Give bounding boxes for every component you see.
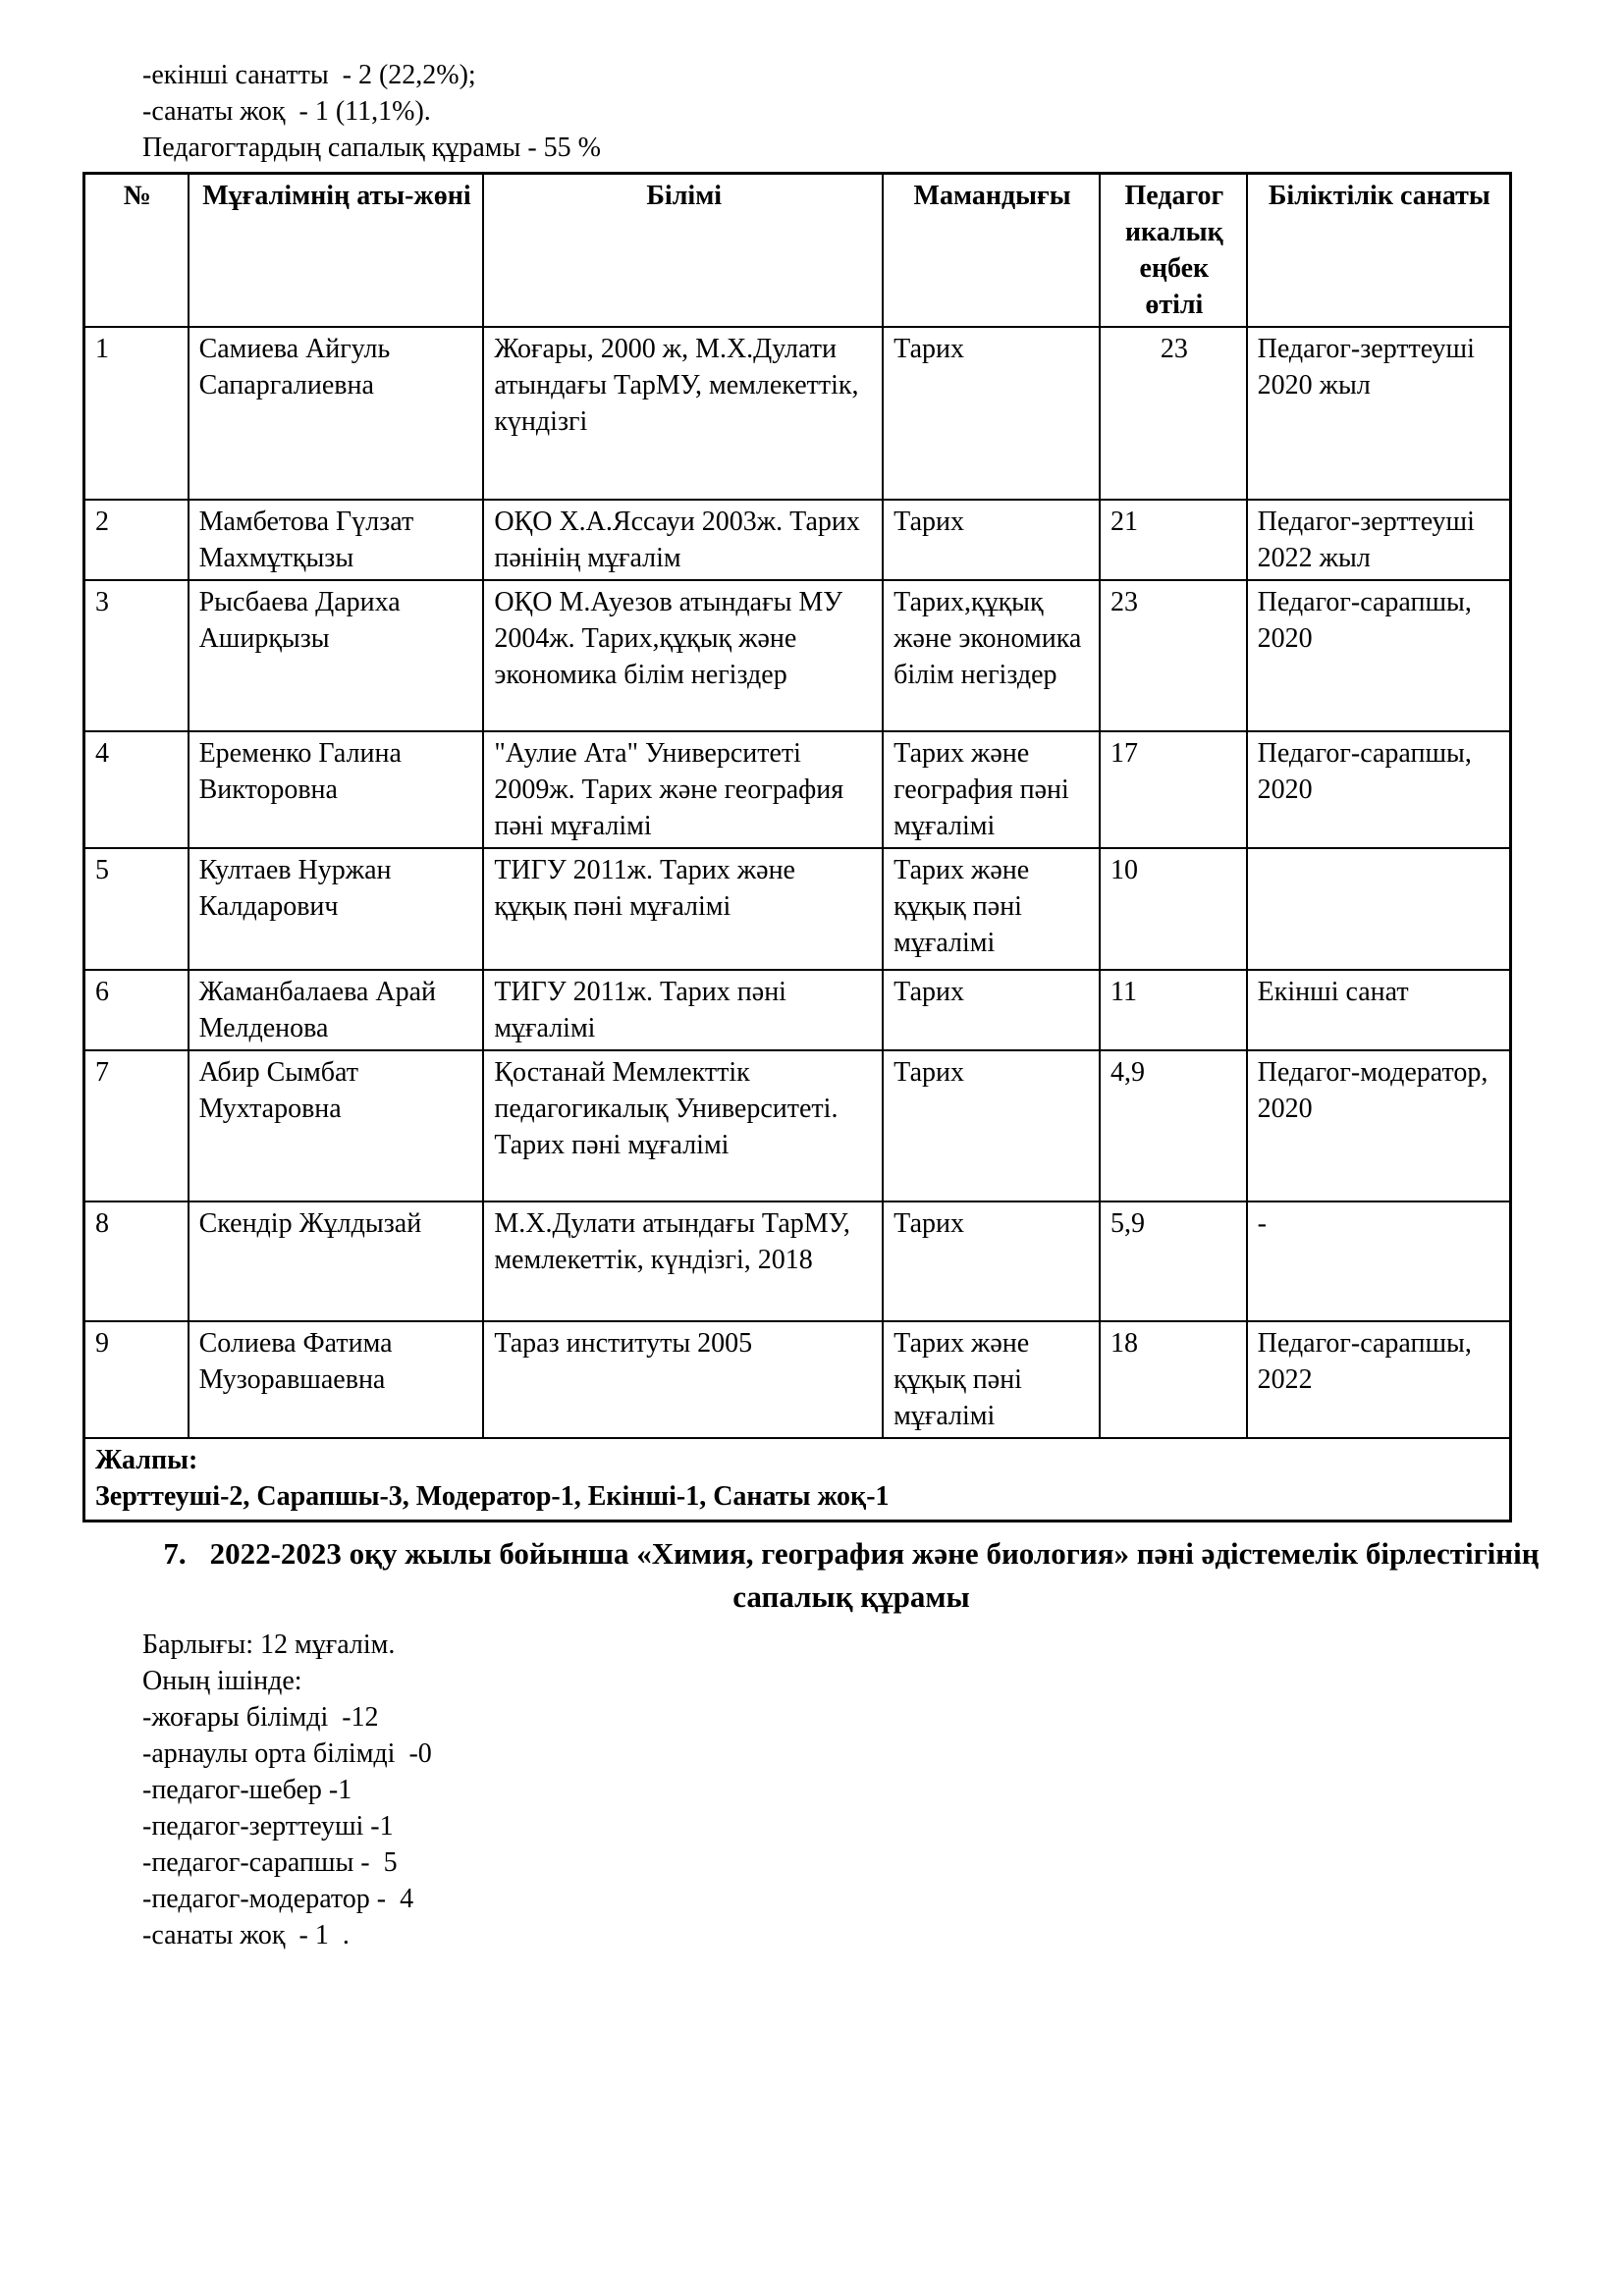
section-heading xyxy=(147,1532,1555,1619)
table-row xyxy=(84,327,1511,500)
teacher-name-cell: Еременко Галина Викторовна xyxy=(189,731,484,848)
totals-block xyxy=(142,1627,1624,1953)
intro-line: Педагогтардың сапалық құрамы - 55 % xyxy=(142,133,601,163)
row-number-cell: 3 xyxy=(84,580,189,731)
specialty-cell: Тарих xyxy=(883,500,1100,580)
table-footer-summary: Зерттеуші-2, Сарапшы-3, Модератор-1, Екінші-1, Санаты жоқ-1 xyxy=(95,1481,890,1512)
header-category: Біліктілік санаты xyxy=(1247,174,1511,328)
header-education: Білімі xyxy=(483,174,883,328)
experience-cell: 17 xyxy=(1100,731,1247,848)
table-row xyxy=(84,1050,1511,1201)
teachers-quality-table xyxy=(82,172,1512,1522)
experience-cell: 10 xyxy=(1100,848,1247,970)
intro-line: -екінші санатты - 2 (22,2%); xyxy=(142,60,476,90)
table-footer-row xyxy=(84,1438,1511,1522)
row-number-cell: 8 xyxy=(84,1201,189,1321)
detail-line: -жоғары білімді -12 xyxy=(142,1702,379,1733)
intro-block xyxy=(142,57,1526,166)
category-cell xyxy=(1247,848,1511,970)
education-cell: ОҚО Х.А.Яссауи 2003ж. Тарих пәнінің мұғалім xyxy=(483,500,883,580)
detail-line: -санаты жоқ - 1 . xyxy=(142,1920,350,1950)
row-number-cell: 7 xyxy=(84,1050,189,1201)
table-row xyxy=(84,1321,1511,1438)
detail-line: -арнаулы орта білімді -0 xyxy=(142,1738,432,1769)
table-row xyxy=(84,848,1511,970)
category-cell: Екінші санат xyxy=(1247,970,1511,1050)
teacher-name-cell: Култаев Нуржан Калдарович xyxy=(189,848,484,970)
section-number: 7. xyxy=(163,1536,187,1571)
total-teachers-line: Барлығы: 12 мұғалім. xyxy=(142,1629,396,1660)
table-row xyxy=(84,970,1511,1050)
specialty-cell: Тарих xyxy=(883,1201,1100,1321)
table-footer-cell xyxy=(84,1438,1511,1522)
specialty-cell: Тарих және құқық пәні мұғалімі xyxy=(883,1321,1100,1438)
specialty-cell: Тарих xyxy=(883,970,1100,1050)
specialty-cell: Тарих және география пәні мұғалімі xyxy=(883,731,1100,848)
table-row xyxy=(84,580,1511,731)
table-row xyxy=(84,500,1511,580)
detail-line: -педагог-шебер -1 xyxy=(142,1775,352,1805)
education-cell: Қостанай Мемлекттік педагогикалық Университеті. Тарих пәні мұғалімі xyxy=(483,1050,883,1201)
experience-cell: 4,9 xyxy=(1100,1050,1247,1201)
education-cell: ТИГУ 2011ж. Тарих пәні мұғалімі xyxy=(483,970,883,1050)
teacher-name-cell: Солиева Фатима Музоравшаевна xyxy=(189,1321,484,1438)
specialty-cell: Тарих xyxy=(883,1050,1100,1201)
detail-line: -педагог-зерттеуші -1 xyxy=(142,1811,394,1842)
education-cell: ТИГУ 2011ж. Тарих және құқық пәні мұғалімі xyxy=(483,848,883,970)
specialty-cell: Тарих xyxy=(883,327,1100,500)
category-cell: Педагог-зерттеуші 2020 жыл xyxy=(1247,327,1511,500)
education-cell: ОҚО М.Ауезов атындағы МУ 2004ж. Тарих,құқық және экономика білім негіздер xyxy=(483,580,883,731)
detail-line: -педагог-сарапшы - 5 xyxy=(142,1847,398,1878)
education-cell: "Аулие Ата" Университеті 2009ж. Тарих және география пәні мұғалімі xyxy=(483,731,883,848)
education-cell: М.Х.Дулати атындағы ТарМУ, мемлекеттік, күндізгі, 2018 xyxy=(483,1201,883,1321)
detail-line: -педагог-модератор - 4 xyxy=(142,1884,414,1914)
category-cell: Педагог-сарапшы, 2020 xyxy=(1247,731,1511,848)
section-title: 2022-2023 оқу жылы бойынша «Химия, география және биология» пәні әдістемелік бірлестігінің сапалық құрамы xyxy=(209,1536,1540,1614)
specialty-cell: Тарих және құқық пәні мұғалімі xyxy=(883,848,1100,970)
row-number-cell: 6 xyxy=(84,970,189,1050)
intro-line: -санаты жоқ - 1 (11,1%). xyxy=(142,96,431,127)
category-cell: - xyxy=(1247,1201,1511,1321)
category-cell: Педагог-сарапшы, 2022 xyxy=(1247,1321,1511,1438)
row-number-cell: 2 xyxy=(84,500,189,580)
row-number-cell: 4 xyxy=(84,731,189,848)
table-header-row xyxy=(84,174,1511,328)
teacher-name-cell: Жаманбалаева Арай Мелденова xyxy=(189,970,484,1050)
teacher-name-cell: Абир Сымбат Мухтаровна xyxy=(189,1050,484,1201)
detail-line: Оның ішінде: xyxy=(142,1666,302,1696)
experience-cell: 11 xyxy=(1100,970,1247,1050)
row-number-cell: 9 xyxy=(84,1321,189,1438)
category-cell: Педагог-сарапшы, 2020 xyxy=(1247,580,1511,731)
teacher-name-cell: Скендір Жұлдызай xyxy=(189,1201,484,1321)
teacher-name-cell: Рысбаева Дариха Аширқызы xyxy=(189,580,484,731)
header-experience: Педагог икалық еңбек өтілі xyxy=(1100,174,1247,328)
education-cell: Тараз институты 2005 xyxy=(483,1321,883,1438)
row-number-cell: 5 xyxy=(84,848,189,970)
experience-cell: 5,9 xyxy=(1100,1201,1247,1321)
experience-cell: 18 xyxy=(1100,1321,1247,1438)
row-number-cell: 1 xyxy=(84,327,189,500)
table-footer-label: Жалпы: xyxy=(95,1445,198,1475)
table-row xyxy=(84,731,1511,848)
teacher-name-cell: Мамбетова Гүлзат Махмұтқызы xyxy=(189,500,484,580)
education-cell: Жоғары, 2000 ж, М.Х.Дулати атындағы ТарМУ, мемлекеттік, күндізгі xyxy=(483,327,883,500)
experience-cell: 23 xyxy=(1100,580,1247,731)
teacher-name-cell: Самиева Айгуль Сапаргалиевна xyxy=(189,327,484,500)
category-cell: Педагог-зерттеуші 2022 жыл xyxy=(1247,500,1511,580)
header-teacher-name: Мұғалімнің аты-жөні xyxy=(189,174,484,328)
header-number: № xyxy=(84,174,189,328)
table-row xyxy=(84,1201,1511,1321)
header-specialty: Мамандығы xyxy=(883,174,1100,328)
experience-cell: 21 xyxy=(1100,500,1247,580)
experience-cell: 23 xyxy=(1100,327,1247,500)
specialty-cell: Тарих,құқық және экономика білім негіздер xyxy=(883,580,1100,731)
category-cell: Педагог-модератор, 2020 xyxy=(1247,1050,1511,1201)
